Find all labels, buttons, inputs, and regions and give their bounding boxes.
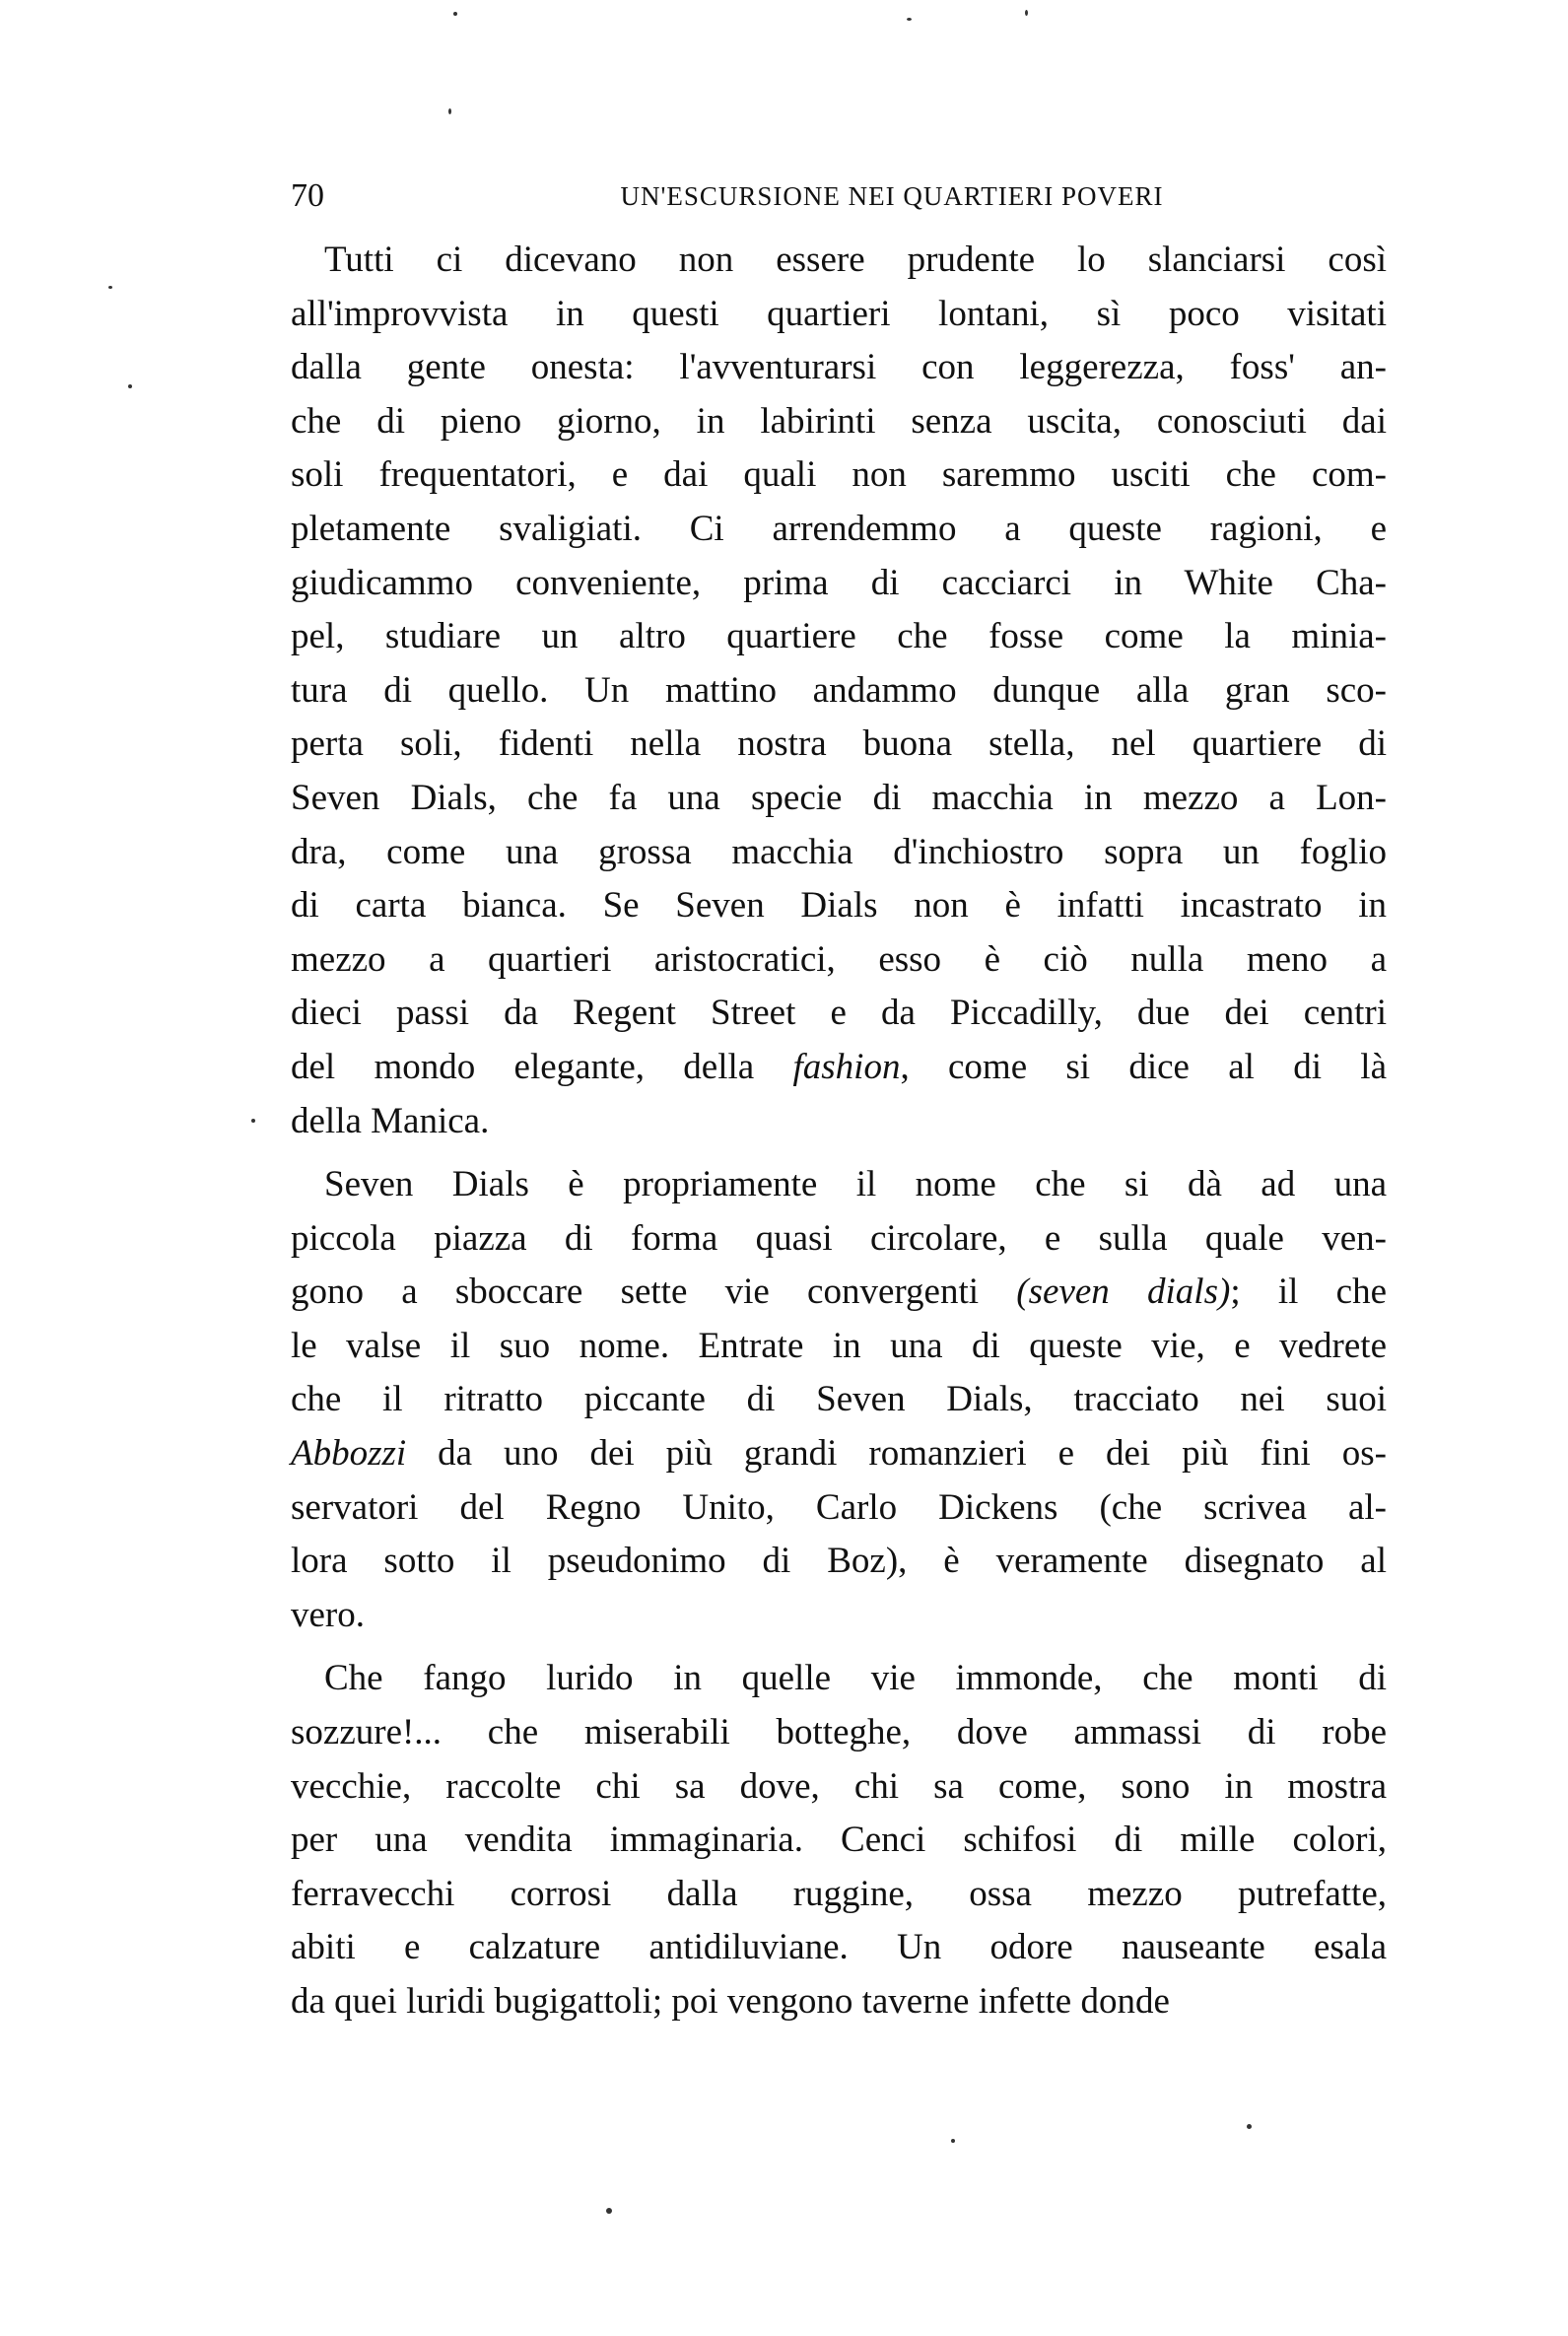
text-segment: da quei luridi bugigattoli; poi vengono taverne infette donde — [291, 1981, 1170, 2022]
text-segment: piccola piazza di forma quasi circolare, e sulla quale ven- — [291, 1217, 1387, 1259]
text-segment: dra, come una grossa macchia d'inchiostro sopra un foglio — [291, 831, 1387, 872]
text-segment: Seven Dials, che fa una specie di macchia in mezzo a Lon- — [291, 777, 1387, 818]
text-line — [291, 772, 1387, 826]
text-line — [291, 395, 1387, 449]
text-line — [291, 1921, 1387, 1975]
text-segment: Tutti ci dicevano non essere prudente lo slanciarsi così — [324, 240, 1387, 280]
text-line — [291, 664, 1387, 719]
text-line — [291, 1589, 1387, 1643]
text-segment: pletamente svaligiati. Ci arrendemmo a queste ragioni, e — [291, 508, 1387, 549]
text-segment: Seven Dials è propriamente il nome che si dà ad una — [324, 1164, 1387, 1205]
text-line — [291, 1535, 1387, 1589]
text-segment: dalla gente onesta: l'avventurarsi con leggerezza, foss' an- — [291, 347, 1387, 388]
text-segment: del mondo elegante, della — [291, 1046, 793, 1087]
italic-text: fashion — [792, 1046, 901, 1087]
text-segment: le valse il suo nome. Entrate in una di queste vie, e vedrete — [291, 1325, 1387, 1366]
text-segment: ferravecchi corrosi dalla ruggine, ossa mezzo putrefatte, — [291, 1873, 1387, 1914]
text-segment: della Manica. — [291, 1100, 490, 1141]
italic-text: Abbozzi — [291, 1433, 407, 1475]
text-line — [291, 1095, 1387, 1149]
text-segment: dieci passi da Regent Street e da Piccadilly, due dei centri — [291, 993, 1387, 1034]
paragraph — [291, 1158, 1387, 1642]
text-segment: giudicammo conveniente, prima di cacciarci in White Cha- — [291, 562, 1387, 603]
text-segment: Che fango lurido in quelle vie immonde, che monti di — [324, 1658, 1387, 1699]
text-line — [291, 557, 1387, 611]
text-line — [291, 1760, 1387, 1815]
text-line — [291, 1481, 1387, 1536]
paragraph — [291, 1652, 1387, 2028]
text-segment: che di pieno giorno, in labirinti senza uscita, conosciuti dai — [291, 400, 1387, 442]
text-segment: lora sotto il pseudonimo di Boz), è veramente disegnato al — [291, 1541, 1387, 1582]
running-title: UN'ESCURSIONE NEI QUARTIERI POVERI — [620, 181, 1164, 211]
text-line — [291, 1652, 1387, 1706]
text-line — [291, 288, 1387, 342]
text-segment: tura di quello. Un mattino andammo dunque alla gran sco- — [291, 669, 1387, 711]
text-segment: perta soli, fidenti nella nostra buona stella, nel quartiere di — [291, 723, 1387, 765]
text-line — [291, 234, 1387, 288]
text-segment: pel, studiare un altro quartiere che fosse come la minia- — [291, 616, 1387, 657]
text-line — [291, 610, 1387, 664]
text-segment: che il ritratto piccante di Seven Dials, tracciato nei suoi — [291, 1379, 1387, 1420]
running-header — [291, 177, 1385, 221]
text-segment: , come si dice al di là — [900, 1046, 1387, 1087]
text-line — [291, 341, 1387, 395]
text-segment: di carta bianca. Se Seven Dials non è infatti incastrato in — [291, 885, 1387, 927]
text-segment: gono a sboccare sette vie convergenti — [291, 1271, 1017, 1313]
text-line — [291, 1041, 1387, 1095]
italic-text: (seven dials) — [1016, 1271, 1231, 1313]
text-line — [291, 1212, 1387, 1267]
text-line — [291, 1706, 1387, 1760]
text-line — [291, 987, 1387, 1041]
text-segment: abiti e calzature antidiluviane. Un odore nauseante esala — [291, 1927, 1387, 1968]
paragraph — [291, 234, 1387, 1148]
text-line — [291, 1975, 1387, 2029]
text-segment: mezzo a quartieri aristocratici, esso è ciò nulla meno a — [291, 938, 1387, 980]
text-segment: ; il che — [1230, 1271, 1387, 1313]
text-segment: servatori del Regno Unito, Carlo Dickens (che scrivea al- — [291, 1486, 1387, 1528]
text-line — [291, 1814, 1387, 1868]
text-segment: per una vendita immaginaria. Cenci schifosi di mille colori, — [291, 1820, 1387, 1861]
text-line — [291, 718, 1387, 772]
text-line — [291, 503, 1387, 557]
text-segment: all'improvvista in questi quartieri lontani, sì poco visitati — [291, 293, 1387, 334]
text-segment: sozzure!... che miserabili botteghe, dove ammassi di robe — [291, 1712, 1387, 1753]
text-line — [291, 1427, 1387, 1481]
text-segment: vecchie, raccolte chi sa dove, chi sa come, sono in mostra — [291, 1765, 1387, 1807]
text-segment: da uno dei più grandi romanzieri e dei più fini os- — [406, 1433, 1387, 1475]
body-text — [291, 234, 1387, 2039]
text-line — [291, 1158, 1387, 1212]
text-line — [291, 1373, 1387, 1427]
text-line — [291, 1868, 1387, 1922]
text-line — [291, 1266, 1387, 1320]
text-line — [291, 879, 1387, 933]
text-segment: soli frequentatori, e dai quali non saremmo usciti che com- — [291, 454, 1387, 496]
text-segment: vero. — [291, 1594, 365, 1635]
text-line — [291, 1320, 1387, 1374]
page-number: 70 — [291, 177, 324, 214]
text-line — [291, 826, 1387, 880]
text-line — [291, 933, 1387, 988]
text-line — [291, 448, 1387, 503]
